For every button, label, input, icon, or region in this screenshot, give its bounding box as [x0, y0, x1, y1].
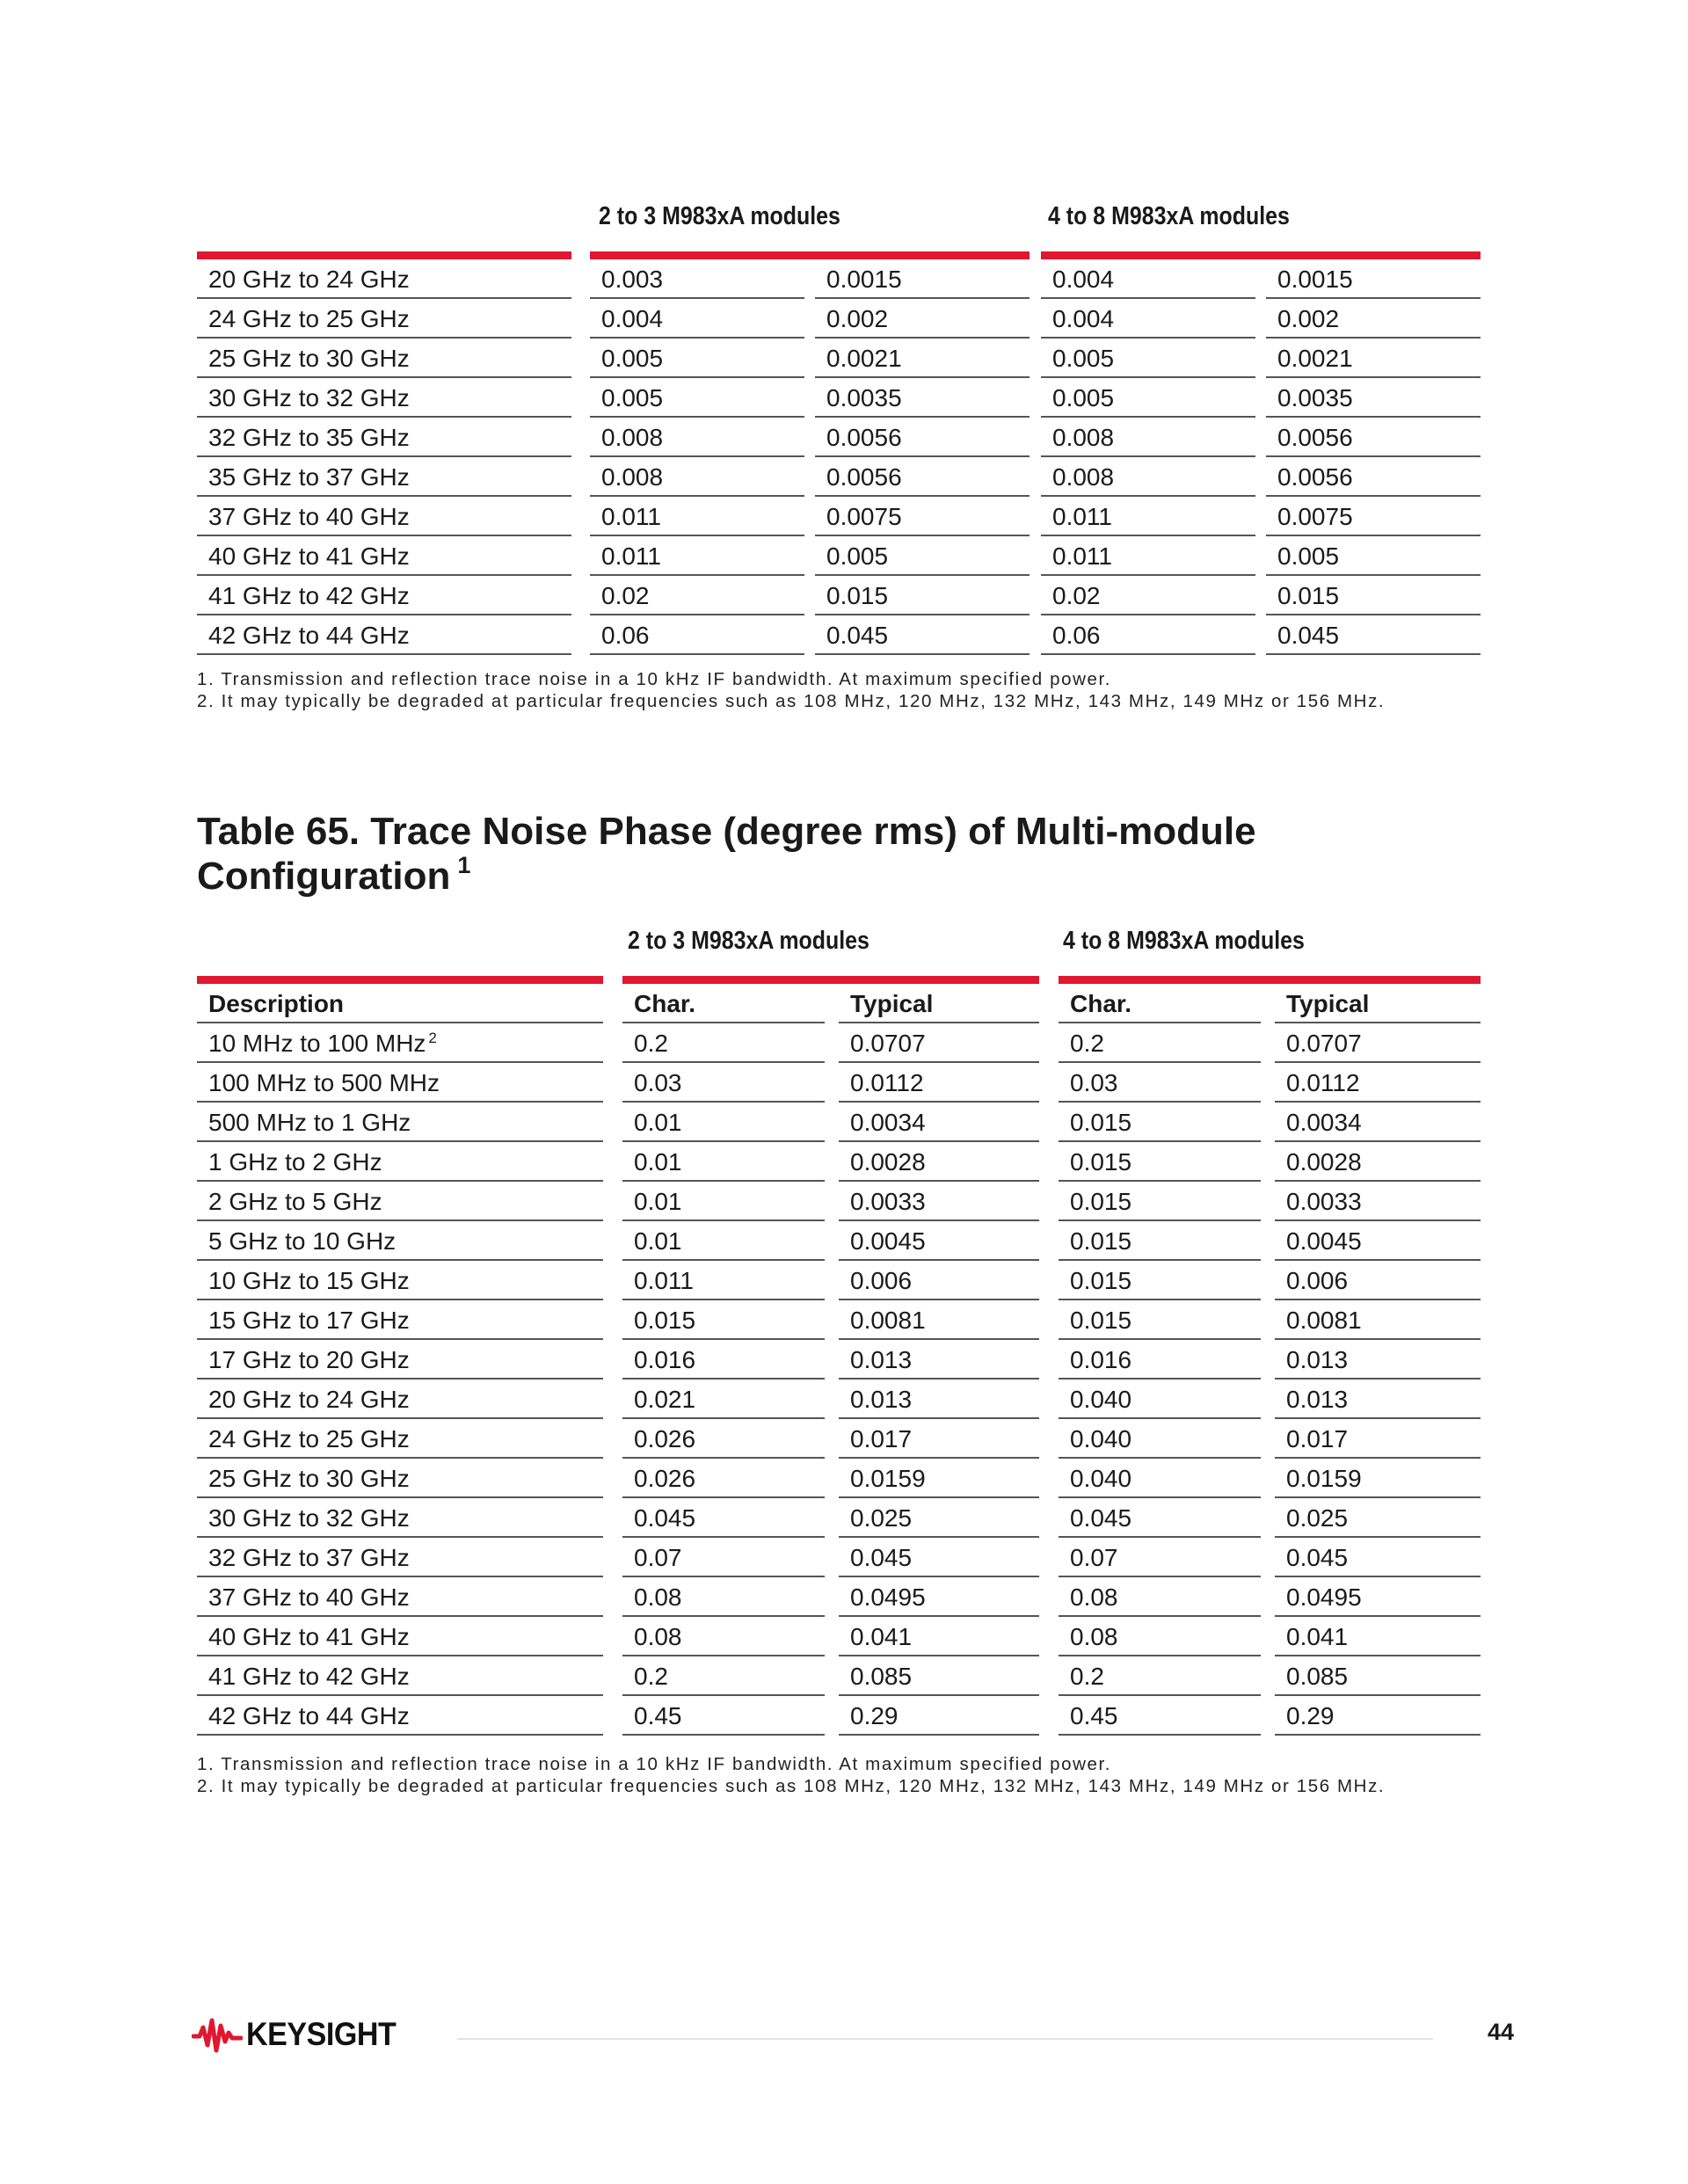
cell-value: 0.01 — [622, 1221, 825, 1261]
table-row — [197, 1261, 1481, 1300]
row-description: 20 GHz to 24 GHz — [197, 259, 571, 299]
group-header-4-to-8: 4 to 8 M983xA modules — [1048, 202, 1290, 230]
footnote-ref: 2 — [428, 1030, 437, 1046]
cell-value: 0.040 — [1059, 1380, 1261, 1419]
cell-value: 0.085 — [839, 1656, 1039, 1696]
cell-value: 0.015 — [1059, 1300, 1261, 1340]
cell-value: 0.07 — [1059, 1538, 1261, 1577]
cell-value: 0.003 — [590, 259, 804, 299]
cell-value: 0.045 — [1059, 1498, 1261, 1538]
cell-value: 0.45 — [1059, 1696, 1261, 1736]
cell-value: 0.040 — [1059, 1419, 1261, 1459]
cell-value: 0.015 — [815, 576, 1030, 615]
table-row — [197, 299, 1481, 339]
cell-value: 0.011 — [1041, 536, 1255, 576]
row-description: 25 GHz to 30 GHz — [197, 1459, 603, 1498]
row-description: 500 MHz to 1 GHz — [197, 1103, 603, 1142]
cell-value: 0.045 — [839, 1538, 1039, 1577]
cell-value: 0.045 — [815, 615, 1030, 655]
cell-value: 0.08 — [622, 1617, 825, 1656]
cell-value: 0.015 — [622, 1300, 825, 1340]
cell-value: 0.025 — [839, 1498, 1039, 1538]
red-rule — [197, 976, 603, 984]
cell-value: 0.0033 — [1275, 1182, 1481, 1221]
title-footnote-ref: 1 — [457, 852, 471, 878]
table-row — [197, 1656, 1481, 1696]
group-header-4-to-8: 4 to 8 M983xA modules — [1063, 927, 1305, 955]
cell-value: 0.045 — [622, 1498, 825, 1538]
cell-value: 0.03 — [622, 1063, 825, 1103]
row-description: 100 MHz to 500 MHz — [197, 1063, 603, 1103]
cell-value: 0.0056 — [1266, 457, 1481, 497]
cell-value: 0.011 — [622, 1261, 825, 1300]
row-description: 17 GHz to 20 GHz — [197, 1340, 603, 1380]
cell-value: 0.085 — [1275, 1656, 1481, 1696]
cell-value: 0.2 — [622, 1023, 825, 1063]
red-rule — [622, 976, 1039, 984]
row-description: 42 GHz to 44 GHz — [197, 615, 571, 655]
column-header: Typical — [1275, 984, 1481, 1023]
table-row — [197, 1023, 1481, 1063]
group-header-2-to-3: 2 to 3 M983xA modules — [599, 202, 840, 230]
cell-value: 0.016 — [622, 1340, 825, 1380]
cell-value: 0.0015 — [1266, 259, 1481, 299]
cell-value: 0.08 — [622, 1577, 825, 1617]
title-line-1: Table 65. Trace Noise Phase (degree rms) of Multi-module — [197, 810, 1256, 853]
table-65-title — [197, 809, 1256, 899]
cell-value: 0.011 — [590, 536, 804, 576]
table-row — [197, 378, 1481, 418]
cell-value: 0.08 — [1059, 1577, 1261, 1617]
cell-value: 0.017 — [1275, 1419, 1481, 1459]
row-description: 32 GHz to 37 GHz — [197, 1538, 603, 1577]
cell-value: 0.29 — [839, 1696, 1039, 1736]
cell-value: 0.005 — [1041, 378, 1255, 418]
cell-value: 0.0056 — [815, 457, 1030, 497]
cell-value: 0.045 — [1275, 1538, 1481, 1577]
cell-value: 0.004 — [1041, 299, 1255, 339]
cell-value: 0.002 — [1266, 299, 1481, 339]
page-number: 44 — [1487, 2019, 1514, 2045]
cell-value: 0.015 — [1059, 1261, 1261, 1300]
table-row — [197, 1617, 1481, 1656]
title-line-2: Configuration $^1$ — [197, 852, 471, 898]
cell-value: 0.29 — [1275, 1696, 1481, 1736]
red-rule — [1041, 251, 1481, 259]
red-rule — [197, 251, 571, 259]
table-64 — [197, 202, 1481, 651]
cell-value: 0.07 — [622, 1538, 825, 1577]
cell-value: 0.015 — [1059, 1142, 1261, 1182]
cell-value: 0.006 — [839, 1261, 1039, 1300]
table-row — [197, 1538, 1481, 1577]
cell-value: 0.011 — [1041, 497, 1255, 536]
cell-value: 0.0034 — [839, 1103, 1039, 1142]
cell-value: 0.0075 — [815, 497, 1030, 536]
table-row — [197, 1419, 1481, 1459]
table-row — [197, 1142, 1481, 1182]
cell-value: 0.0112 — [839, 1063, 1039, 1103]
cell-value: 0.026 — [622, 1459, 825, 1498]
cell-value: 0.02 — [1041, 576, 1255, 615]
table-row — [197, 1577, 1481, 1617]
cell-value: 0.0707 — [839, 1023, 1039, 1063]
cell-value: 0.017 — [839, 1419, 1039, 1459]
cell-value: 0.008 — [1041, 457, 1255, 497]
cell-value: 0.008 — [1041, 418, 1255, 457]
cell-value: 0.021 — [622, 1380, 825, 1419]
cell-value: 0.004 — [1041, 259, 1255, 299]
cell-value: 0.005 — [590, 339, 804, 378]
cell-value: 0.2 — [1059, 1656, 1261, 1696]
cell-value: 0.041 — [1275, 1617, 1481, 1656]
table-row — [197, 339, 1481, 378]
footer-divider — [457, 2038, 1433, 2040]
row-description: 10 MHz to 100 MHz $^2$ — [197, 1023, 603, 1063]
cell-value: 0.0056 — [1266, 418, 1481, 457]
cell-value: 0.006 — [1275, 1261, 1481, 1300]
red-rule — [590, 251, 1030, 259]
table-65 — [197, 927, 1481, 1736]
row-description: 15 GHz to 17 GHz — [197, 1300, 603, 1340]
column-header: Char. — [622, 984, 825, 1023]
cell-value: 0.0495 — [839, 1577, 1039, 1617]
footnote: 1. Transmission and reflection trace noise in a 10 kHz IF bandwidth. At maximum specified power. — [197, 669, 1112, 689]
keysight-logo — [192, 2015, 409, 2054]
cell-value: 0.0159 — [839, 1459, 1039, 1498]
cell-value: 0.016 — [1059, 1340, 1261, 1380]
cell-value: 0.2 — [1059, 1023, 1261, 1063]
cell-value: 0.45 — [622, 1696, 825, 1736]
cell-value: 0.0035 — [1266, 378, 1481, 418]
cell-value: 0.041 — [839, 1617, 1039, 1656]
table-row — [197, 1063, 1481, 1103]
cell-value: 0.0112 — [1275, 1063, 1481, 1103]
table-row — [197, 1300, 1481, 1340]
cell-value: 0.015 — [1266, 576, 1481, 615]
table-row — [197, 1103, 1481, 1142]
cell-value: 0.025 — [1275, 1498, 1481, 1538]
cell-value: 0.011 — [590, 497, 804, 536]
brand-name: KEYSIGHT — [246, 2016, 397, 2052]
table-row — [197, 497, 1481, 536]
cell-value: 0.0015 — [815, 259, 1030, 299]
cell-value: 0.005 — [815, 536, 1030, 576]
cell-value: 0.015 — [1059, 1221, 1261, 1261]
table-row — [197, 576, 1481, 615]
cell-value: 0.0159 — [1275, 1459, 1481, 1498]
table-row — [197, 418, 1481, 457]
cell-value: 0.0021 — [1266, 339, 1481, 378]
cell-value: 0.0034 — [1275, 1103, 1481, 1142]
row-description: 1 GHz to 2 GHz — [197, 1142, 603, 1182]
cell-value: 0.0021 — [815, 339, 1030, 378]
row-description: 37 GHz to 40 GHz — [197, 1577, 603, 1617]
table-row — [197, 457, 1481, 497]
cell-value: 0.008 — [590, 457, 804, 497]
row-description: 24 GHz to 25 GHz — [197, 1419, 603, 1459]
footnote: 2. It may typically be degraded at particular frequencies such as 108 MHz, 120 MHz, 132 MHz, 143 MHz, 149 MHz or 156 MHz. — [197, 691, 1386, 711]
table-row — [197, 1182, 1481, 1221]
column-header: Char. — [1059, 984, 1261, 1023]
cell-value: 0.013 — [839, 1340, 1039, 1380]
table-65-notes — [197, 1753, 1385, 1797]
row-description: 20 GHz to 24 GHz — [197, 1380, 603, 1419]
row-description: 42 GHz to 44 GHz — [197, 1696, 603, 1736]
cell-value: 0.002 — [815, 299, 1030, 339]
cell-value: 0.015 — [1059, 1182, 1261, 1221]
cell-value: 0.0495 — [1275, 1577, 1481, 1617]
cell-value: 0.013 — [1275, 1340, 1481, 1380]
table-row — [197, 1380, 1481, 1419]
cell-value: 0.005 — [1266, 536, 1481, 576]
cell-value: 0.008 — [590, 418, 804, 457]
cell-value: 0.0056 — [815, 418, 1030, 457]
row-description: 40 GHz to 41 GHz — [197, 1617, 603, 1656]
cell-value: 0.045 — [1266, 615, 1481, 655]
table-row — [197, 1696, 1481, 1736]
cell-value: 0.03 — [1059, 1063, 1261, 1103]
cell-value: 0.013 — [1275, 1380, 1481, 1419]
cell-value: 0.0075 — [1266, 497, 1481, 536]
red-rule — [1059, 976, 1481, 984]
row-description: 32 GHz to 35 GHz — [197, 418, 571, 457]
cell-value: 0.013 — [839, 1380, 1039, 1419]
keysight-wave-icon — [192, 2015, 243, 2054]
cell-value: 0.0707 — [1275, 1023, 1481, 1063]
table-row — [197, 1340, 1481, 1380]
cell-value: 0.02 — [590, 576, 804, 615]
cell-value: 0.005 — [1041, 339, 1255, 378]
table-64-notes — [197, 668, 1385, 712]
cell-value: 0.0035 — [815, 378, 1030, 418]
row-description: 40 GHz to 41 GHz — [197, 536, 571, 576]
cell-value: 0.0081 — [839, 1300, 1039, 1340]
cell-value: 0.08 — [1059, 1617, 1261, 1656]
cell-value: 0.06 — [1041, 615, 1255, 655]
table-row — [197, 1221, 1481, 1261]
row-description: 41 GHz to 42 GHz — [197, 576, 571, 615]
cell-value: 0.0045 — [1275, 1221, 1481, 1261]
cell-value: 0.040 — [1059, 1459, 1261, 1498]
row-description: 25 GHz to 30 GHz — [197, 339, 571, 378]
cell-value: 0.0033 — [839, 1182, 1039, 1221]
cell-value: 0.2 — [622, 1656, 825, 1696]
table-row — [197, 1498, 1481, 1538]
row-description: 2 GHz to 5 GHz — [197, 1182, 603, 1221]
footnote: 1. Transmission and reflection trace noise in a 10 kHz IF bandwidth. At maximum specified power. — [197, 1754, 1112, 1774]
footnote: 2. It may typically be degraded at particular frequencies such as 108 MHz, 120 MHz, 132 MHz, 143 MHz, 149 MHz or 156 MHz. — [197, 1776, 1386, 1796]
cell-value: 0.01 — [622, 1182, 825, 1221]
row-description: 35 GHz to 37 GHz — [197, 457, 571, 497]
table-row — [197, 536, 1481, 576]
cell-value: 0.005 — [590, 378, 804, 418]
column-header: Typical — [839, 984, 1039, 1023]
cell-value: 0.004 — [590, 299, 804, 339]
row-description: 5 GHz to 10 GHz — [197, 1221, 603, 1261]
table-row — [197, 1459, 1481, 1498]
column-header: Description — [197, 984, 603, 1023]
cell-value: 0.0045 — [839, 1221, 1039, 1261]
row-description: 30 GHz to 32 GHz — [197, 1498, 603, 1538]
cell-value: 0.026 — [622, 1419, 825, 1459]
table-header-row — [197, 984, 1481, 1023]
group-header-2-to-3: 2 to 3 M983xA modules — [628, 927, 869, 955]
cell-value: 0.01 — [622, 1142, 825, 1182]
cell-value: 0.0028 — [839, 1142, 1039, 1182]
row-description: 41 GHz to 42 GHz — [197, 1656, 603, 1696]
cell-value: 0.0028 — [1275, 1142, 1481, 1182]
row-description: 37 GHz to 40 GHz — [197, 497, 571, 536]
cell-value: 0.06 — [590, 615, 804, 655]
cell-value: 0.01 — [622, 1103, 825, 1142]
row-description: 24 GHz to 25 GHz — [197, 299, 571, 339]
cell-value: 0.015 — [1059, 1103, 1261, 1142]
table-row — [197, 259, 1481, 299]
cell-value: 0.0081 — [1275, 1300, 1481, 1340]
row-description: 10 GHz to 15 GHz — [197, 1261, 603, 1300]
table-row — [197, 615, 1481, 655]
row-description: 30 GHz to 32 GHz — [197, 378, 571, 418]
